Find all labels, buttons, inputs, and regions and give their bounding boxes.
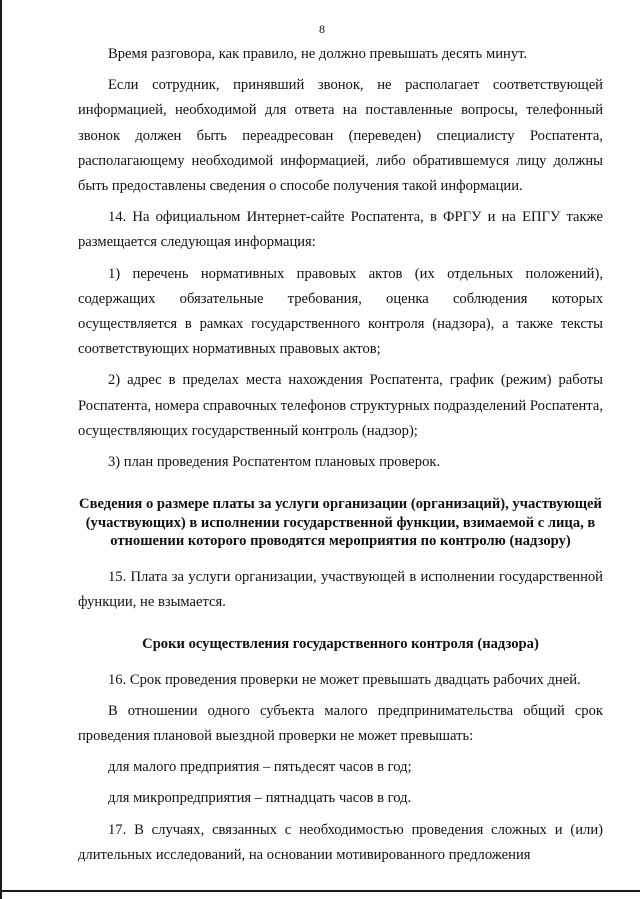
paragraph-item-14: 14. На официальном Интернет-сайте Роспатента, в ФРГУ и на ЕПГУ также размещается следующая информация:	[78, 209, 603, 251]
paragraph-item-15: 15. Плата за услуги организации, участвующей в исполнении государственной функции, не взымается.	[78, 568, 603, 610]
paragraph-micro-enterprise: для микропредприятия – пятнадцать часов в год.	[108, 790, 412, 807]
paragraph-small-enterprise: для малого предприятия – пятьдесят часов в год;	[108, 759, 412, 776]
page-number: 8	[319, 22, 325, 36]
paragraph-item-17: 17. В случаях, связанных с необходимостью проведения сложных и (или) длительных исследований, на основании мотивированного предложения	[78, 821, 603, 863]
section-heading-terms: Сроки осуществления государственного контроля (надзора)	[142, 636, 539, 653]
scan-bottom-edge	[2, 890, 640, 892]
document-body	[78, 42, 603, 868]
paragraph-list-item-2: 2) адрес в пределах места нахождения Роспатента, график (режим) работы Роспатента, номера справочных телефонов структурных подразделений Роспатента, осуществляющих государственный контроль (надзор);	[78, 372, 603, 439]
paragraph-small-business: В отношении одного субъекта малого предпринимательства общий срок проведения плановой выездной проверки не может превышать:	[78, 702, 603, 745]
paragraph-call-redirect: Если сотрудник, принявший звонок, не располагает соответствующей информацией, необходимой для ответа на поставленные вопросы, телефонный звонок должен быть переадресован (переведен) специалисту Роспатента, располагающему необходимой информацией, либо обратившемуся лицу должны быть предоставлены сведения о способе получения такой информации.	[78, 77, 603, 195]
paragraph-call-duration: Время разговора, как правило, не должно превышать десять минут.	[108, 46, 528, 62]
section-heading-fee: Сведения о размере платы за услуги организации (организаций), участвующей (участвующих) в исполнении государственной функции, взимаемой с лица, в отношении которого проводятся мероприятия по контролю (надзору)	[79, 496, 602, 550]
paragraph-list-item-1: 1) перечень нормативных правовых актов (их отдельных положений), содержащих обязательные требования, оценка соблюдения которых осуществляется в рамках государственного контроля (надзора), а также тексты соответствующих нормативных правовых актов;	[78, 265, 603, 358]
paragraph-list-item-3: 3) план проведения Роспатентом плановых проверок.	[108, 454, 441, 471]
paragraph-item-16: 16. Срок проведения проверки не может превышать двадцать рабочих дней.	[108, 671, 581, 688]
